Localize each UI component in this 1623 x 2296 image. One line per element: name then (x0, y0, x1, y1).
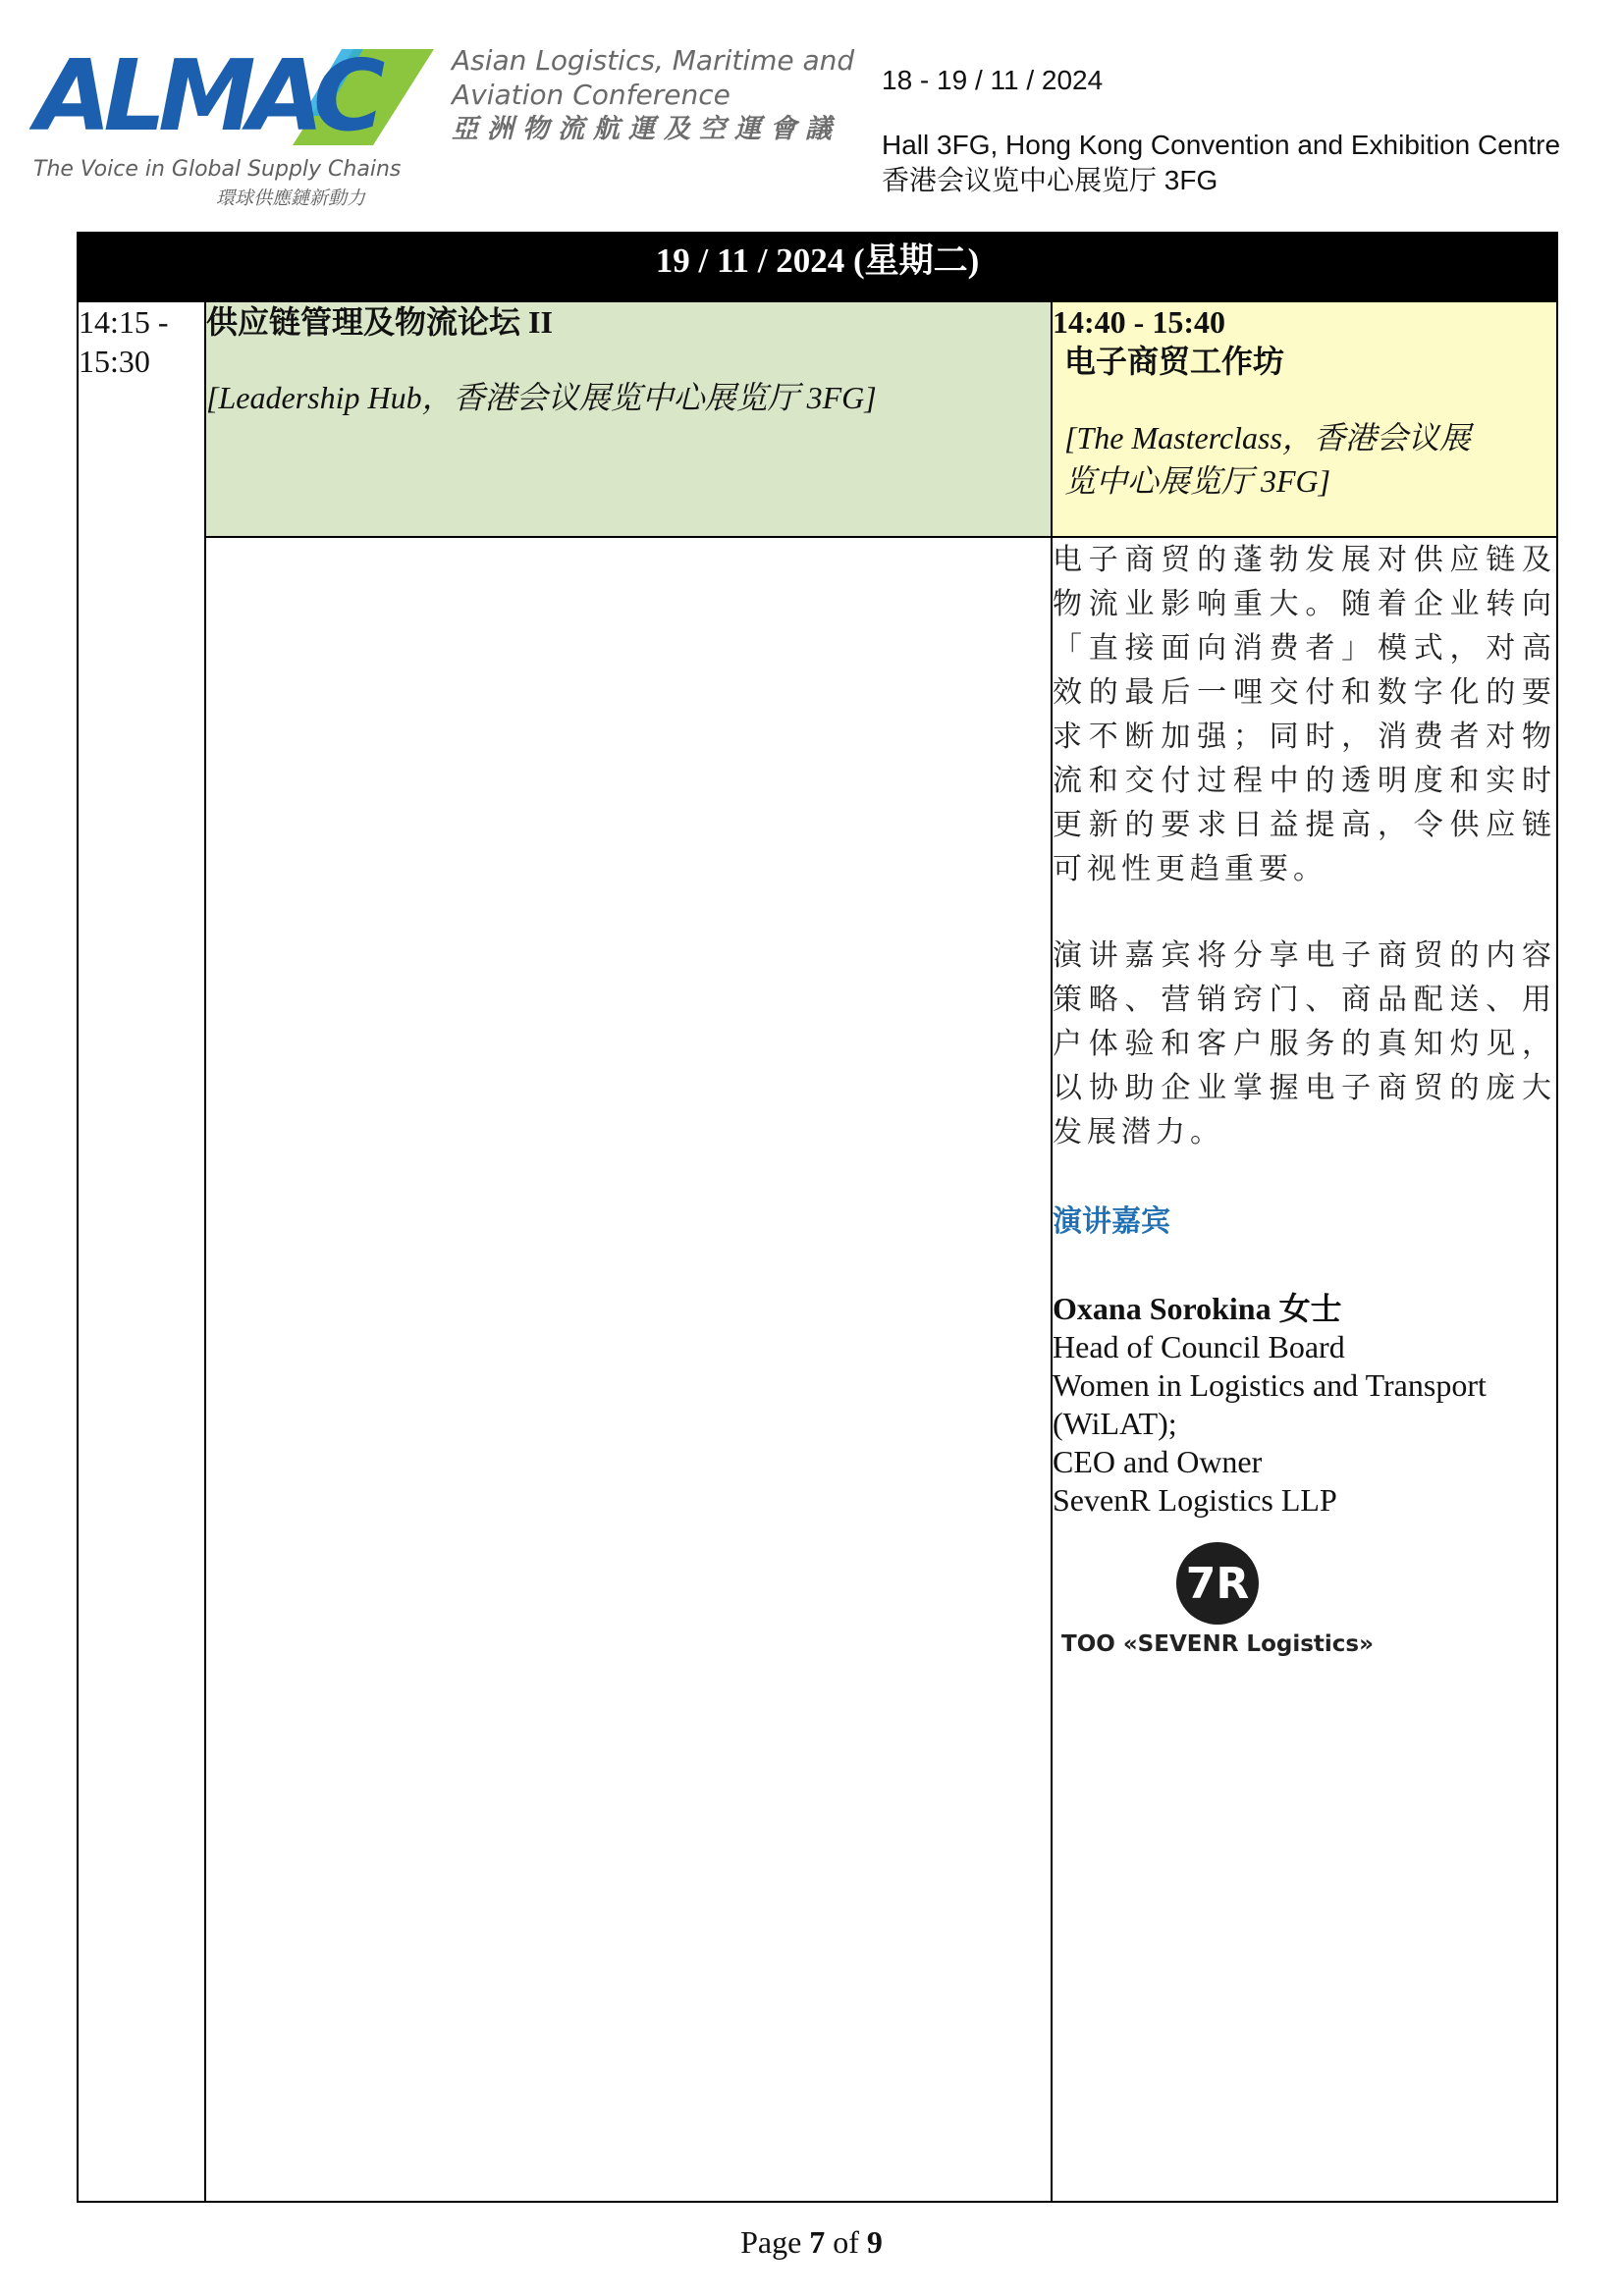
footer-total-pages: 9 (866, 2224, 883, 2260)
almac-logo (29, 39, 442, 157)
speaker-title-line: (WiLAT); (1053, 1406, 1177, 1441)
event-venue-zh: 香港会议览中心展览厅 3FG (882, 165, 1218, 195)
conference-name-zh: 亞洲物流航運及空運會議 (452, 114, 840, 144)
conference-name-line2: Aviation Conference (452, 79, 730, 111)
day-header: 19 / 11 / 2024 (星期二) (78, 233, 1557, 301)
footer-prefix: Page (740, 2224, 810, 2260)
time-end: 15:30 (79, 344, 150, 379)
speaker-title-line: CEO and Owner (1053, 1444, 1263, 1479)
tagline (33, 157, 416, 210)
speaker-title-line: Head of Council Board (1053, 1329, 1345, 1364)
session-row (78, 301, 1557, 537)
forum-venue: [Leadership Hub，香港会议展览中心展览厅 3FG] (206, 380, 877, 415)
schedule-table (77, 232, 1558, 2203)
forum-title: 供应链管理及物流论坛 II (206, 304, 553, 340)
workshop-venue (1053, 416, 1556, 503)
footer-current-page: 7 (809, 2224, 826, 2260)
event-venue-en: Hall 3FG, Hong Kong Convention and Exhibition Centre (882, 130, 1561, 160)
sevenr-logo-icon (1175, 1541, 1260, 1626)
day-header-row (78, 233, 1557, 301)
conference-name-line1: Asian Logistics, Maritime and (452, 44, 855, 77)
event-dates: 18 - 19 / 11 / 2024 (882, 65, 1104, 95)
page-header (0, 0, 1623, 226)
footer-middle: of (825, 2224, 867, 2260)
workshop-description-1: 电子商贸的蓬勃发展对供应链及物流业影响重大。随着企业转向「直接面向消费者」模式，对高效的最后一哩交付和数字化的要求不断加强；同时，消费者对物流和交付过程中的透明度和实时更新的要求日益提高，令供应链可视性更趋重要。 (1053, 543, 1557, 886)
svg-text:7R: 7R (1185, 1559, 1250, 1609)
svg-text:ALMAC: ALMAC (35, 39, 378, 153)
forum-details-empty (205, 537, 1052, 2202)
speaker-name: Oxana Sorokina 女士 (1053, 1291, 1342, 1326)
workshop-description-2: 演讲嘉宾将分享电子商贸的内容策略、营销窍门、商品配送、用户体验和客户服务的真知灼见，以协助企业掌握电子商贸的庞大发展潜力。 (1053, 938, 1557, 1149)
details-row (78, 537, 1557, 2202)
workshop-time: 14:40 - 15:40 (1053, 304, 1225, 340)
conference-name (452, 43, 854, 146)
time-slot (78, 301, 205, 2202)
tagline-zh: 環球供應鏈新動力 (216, 187, 366, 209)
event-info (882, 65, 1560, 198)
workshop-venue-line1: [The Masterclass，香港会议展 (1064, 420, 1471, 455)
speakers-heading: 演讲嘉宾 (1053, 1204, 1170, 1239)
sevenr-logo-name: TOO «SEVENR Logistics» (1061, 1631, 1374, 1657)
workshop-details (1052, 537, 1557, 2202)
page-footer (0, 2224, 1623, 2261)
workshop-venue-line2: 览中心展览厅 3FG] (1064, 463, 1331, 499)
workshop-title: 电子商贸工作坊 (1064, 344, 1285, 379)
sevenr-logo (1060, 1541, 1375, 1657)
workshop-session (1052, 301, 1557, 537)
speaker-title-line: SevenR Logistics LLP (1053, 1482, 1337, 1518)
time-start: 14:15 - (79, 304, 169, 340)
speaker-title-line: Women in Logistics and Transport (1053, 1367, 1487, 1403)
tagline-en: The Voice in Global Supply Chains (33, 157, 402, 182)
forum-session (205, 301, 1052, 537)
